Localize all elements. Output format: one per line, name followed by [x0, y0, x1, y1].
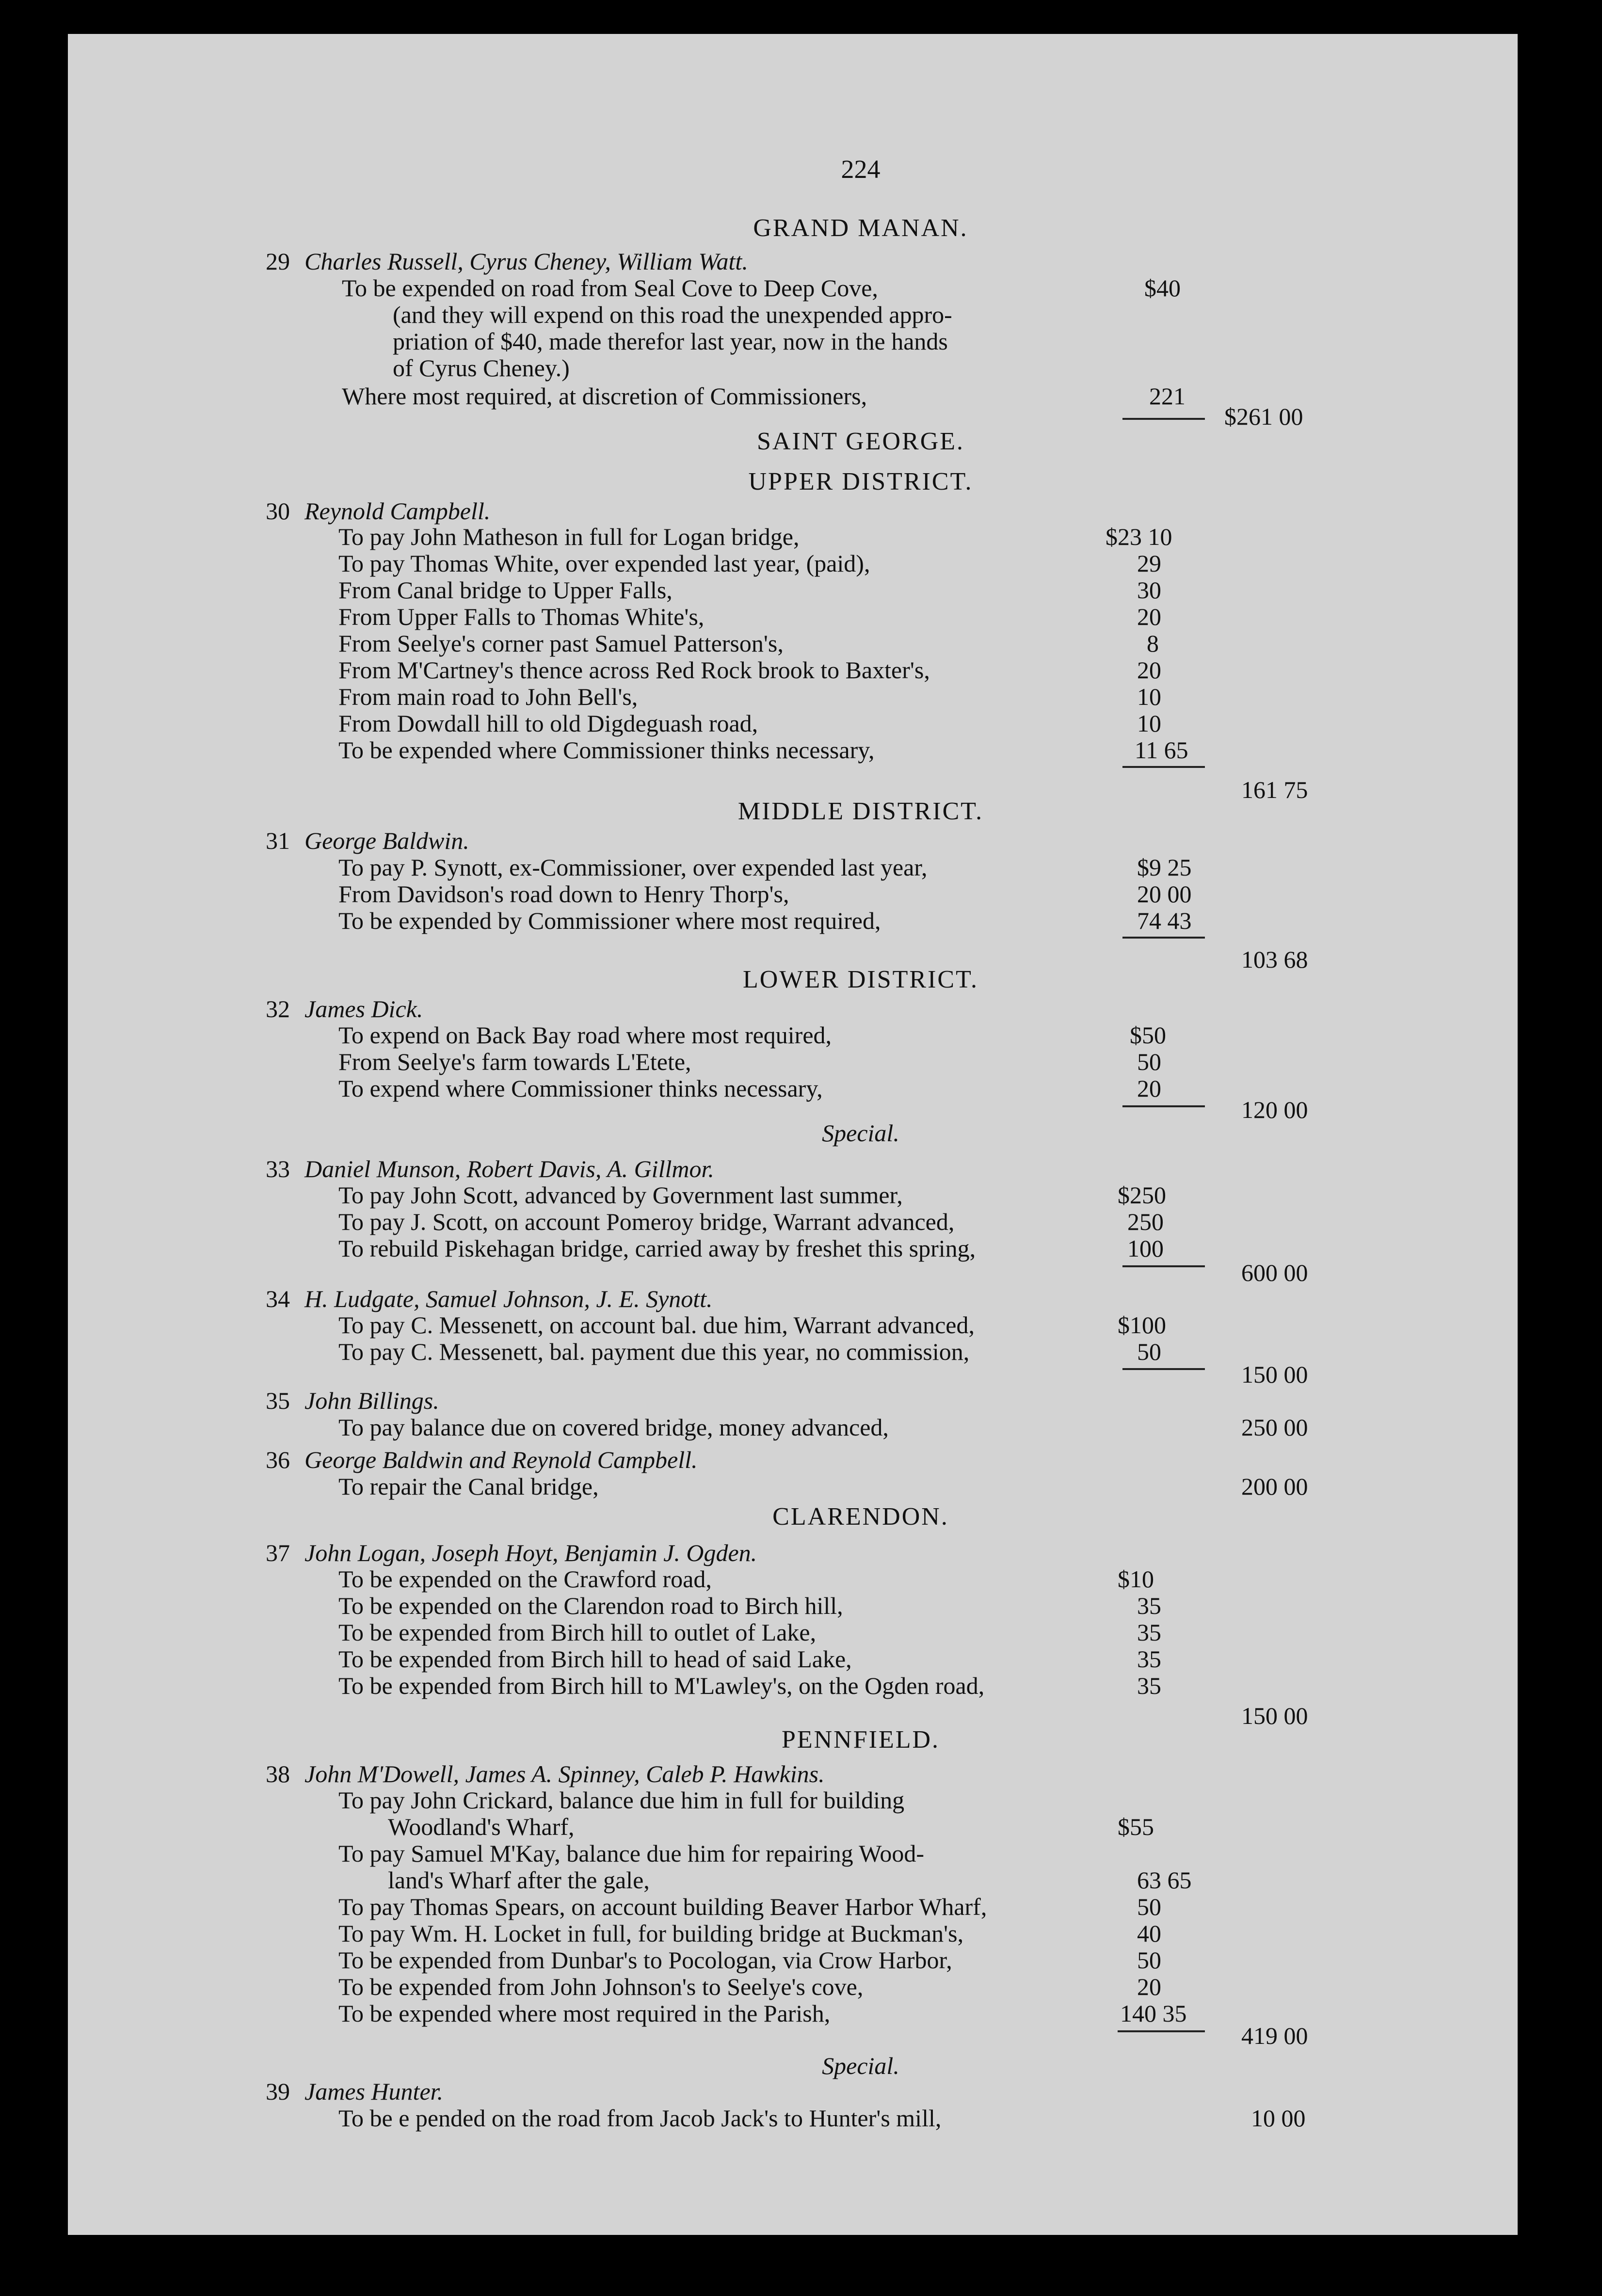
special-heading: Special.	[822, 2052, 899, 2079]
line-amount: 10	[1137, 683, 1161, 710]
entry-names-38: John M'Dowell, James A. Spinney, Caleb P. Hawkins.	[304, 1760, 825, 1787]
line-amount: 10	[1137, 710, 1161, 737]
sum-rule	[1122, 1105, 1205, 1107]
line-text: From M'Cartney's thence across Red Rock brook to Baxter's,	[338, 656, 930, 684]
entry-number-30: 30	[266, 497, 290, 525]
line-text: priation of $40, made therefor last year, now in the hands	[393, 328, 948, 355]
line-amount: 50	[1137, 1893, 1161, 1920]
line-text: To be expended from Birch hill to head of said Lake,	[338, 1645, 852, 1673]
line-text: To pay balance due on covered bridge, money advanced,	[338, 1414, 889, 1441]
entry-names-39: James Hunter.	[304, 2078, 444, 2105]
entry-names-36: George Baldwin and Reynold Campbell.	[304, 1446, 698, 1473]
district-heading-lower: LOWER DISTRICT.	[743, 966, 978, 993]
section-total-clarendon: 150 00	[1241, 1702, 1308, 1729]
line-text: To be expended by Commissioner where most required,	[338, 907, 881, 934]
line-text: To be expended on the Clarendon road to Birch hill,	[338, 1592, 843, 1619]
line-text: of Cyrus Cheney.)	[393, 354, 570, 382]
line-text: To pay C. Messenett, bal. payment due this year, no commission,	[338, 1338, 970, 1365]
entry-names-33: Daniel Munson, Robert Davis, A. Gillmor.	[304, 1155, 714, 1182]
line-text: From Seelye's farm towards L'Etete,	[338, 1048, 691, 1075]
line-text: To repair the Canal bridge,	[338, 1473, 599, 1500]
entry-number-35: 35	[266, 1387, 290, 1414]
line-amount: $55	[1118, 1813, 1154, 1840]
line-text: To pay Thomas White, over expended last year, (paid),	[338, 550, 870, 577]
entry-names-32: James Dick.	[304, 995, 423, 1022]
line-text: To be expended where most required in the Parish,	[338, 2000, 831, 2027]
special-heading: Special.	[822, 1119, 899, 1147]
entry-total-35: 250 00	[1241, 1414, 1308, 1441]
line-text: To expend where Commissioner thinks necessary,	[338, 1075, 823, 1102]
sum-rule	[1122, 1265, 1205, 1267]
district-total-middle: 103 68	[1241, 946, 1308, 973]
section-total-pennfield: 419 00	[1241, 2022, 1308, 2049]
entry-total-36: 200 00	[1241, 1473, 1308, 1500]
line-amount: $23 10	[1105, 523, 1172, 550]
line-amount: 74 43	[1137, 907, 1192, 934]
entry-total-39: 10 00	[1251, 2105, 1306, 2132]
line-amount: 20 00	[1137, 880, 1192, 908]
section-heading-grand-manan: GRAND MANAN.	[753, 214, 968, 242]
line-text: From main road to John Bell's,	[338, 683, 638, 710]
district-heading-middle: MIDDLE DISTRICT.	[737, 797, 984, 825]
entry-names-34: H. Ludgate, Samuel Johnson, J. E. Synott.	[304, 1285, 713, 1312]
line-amount: $50	[1130, 1021, 1166, 1049]
line-text: To be expended from Birch hill to M'Lawley's, on the Ogden road,	[338, 1672, 985, 1699]
line-amount: 140 35	[1120, 2000, 1187, 2027]
line-text: To pay P. Synott, ex-Commissioner, over expended last year,	[338, 854, 928, 881]
entry-total-34: 150 00	[1241, 1361, 1308, 1388]
section-heading-clarendon: CLARENDON.	[772, 1503, 949, 1531]
district-heading-upper: UPPER DISTRICT.	[748, 468, 973, 495]
line-text: To be expended from John Johnson's to Seelye's cove,	[338, 1973, 864, 2000]
entry-names-37: John Logan, Joseph Hoyt, Benjamin J. Ogden.	[304, 1539, 757, 1566]
line-text: Where most required, at discretion of Commissioners,	[342, 383, 867, 410]
line-text: To pay John Crickard, balance due him in full for building	[338, 1786, 905, 1814]
line-amount: 11 65	[1135, 736, 1188, 764]
line-amount: 20	[1137, 1075, 1161, 1102]
line-text: (and they will expend on this road the unexpended appro-	[393, 301, 952, 328]
line-text: From Davidson's road down to Henry Thorp's,	[338, 880, 789, 908]
line-text: To be expended from Dunbar's to Pocologan, via Crow Harbor,	[338, 1946, 952, 1974]
line-text: To be expended on road from Seal Cove to Deep Cove,	[342, 274, 878, 302]
line-text: To pay John Matheson in full for Logan bridge,	[338, 523, 800, 550]
entry-number-37: 37	[266, 1539, 290, 1566]
line-amount: 250	[1127, 1208, 1164, 1235]
line-text: To rebuild Piskehagan bridge, carried away by freshet this spring,	[338, 1235, 976, 1262]
line-amount: $100	[1118, 1311, 1166, 1339]
line-amount: 20	[1137, 656, 1161, 684]
section-heading-pennfield: PENNFIELD.	[781, 1726, 940, 1754]
line-text: From Canal bridge to Upper Falls,	[338, 576, 673, 604]
section-total: $261 00	[1224, 403, 1303, 430]
line-amount: 20	[1137, 1973, 1161, 2000]
line-amount: 63 65	[1137, 1866, 1192, 1894]
sum-rule	[1122, 937, 1205, 939]
line-amount: $9 25	[1137, 854, 1192, 881]
line-text: To pay C. Messenett, on account bal. due him, Warrant advanced,	[338, 1311, 975, 1339]
document-page	[68, 34, 1518, 2235]
entry-total-33: 600 00	[1241, 1259, 1308, 1286]
district-total-lower: 120 00	[1241, 1096, 1308, 1123]
entry-names-35: John Billings.	[304, 1387, 439, 1414]
entry-names-31: George Baldwin.	[304, 827, 469, 854]
line-amount: 50	[1137, 1946, 1161, 1974]
line-amount: 221	[1149, 383, 1185, 410]
entry-number-31: 31	[266, 827, 290, 854]
line-text: To pay Samuel M'Kay, balance due him for repairing Wood-	[338, 1840, 925, 1867]
line-amount: 35	[1137, 1619, 1161, 1646]
entry-number-29: 29	[266, 248, 290, 275]
line-text: To expend on Back Bay road where most required,	[338, 1021, 832, 1049]
line-text: To pay J. Scott, on account Pomeroy bridge, Warrant advanced,	[338, 1208, 955, 1235]
entry-number-32: 32	[266, 995, 290, 1022]
section-heading-saint-george: SAINT GEORGE.	[756, 428, 965, 455]
sum-rule	[1118, 2030, 1205, 2032]
line-text: land's Wharf after the gale,	[388, 1866, 650, 1894]
entry-number-34: 34	[266, 1285, 290, 1312]
line-text: To be expended from Birch hill to outlet of Lake,	[338, 1619, 817, 1646]
line-text: To pay Wm. H. Locket in full, for building bridge at Buckman's,	[338, 1920, 964, 1947]
page-number: 224	[841, 155, 881, 184]
line-text: From Seelye's corner past Samuel Patterson's,	[338, 630, 784, 657]
line-amount: 29	[1137, 550, 1161, 577]
line-text: To pay John Scott, advanced by Government last summer,	[338, 1181, 903, 1209]
line-text: To be e pended on the road from Jacob Jack's to Hunter's mill,	[338, 2105, 942, 2132]
line-amount: 35	[1137, 1672, 1161, 1699]
entry-number-38: 38	[266, 1760, 290, 1787]
line-amount: 50	[1137, 1338, 1161, 1365]
line-amount: 8	[1147, 630, 1159, 657]
entry-names-29: Charles Russell, Cyrus Cheney, William Watt.	[304, 248, 748, 275]
entry-number-36: 36	[266, 1446, 290, 1473]
line-amount: 40	[1137, 1920, 1161, 1947]
entry-names-30: Reynold Campbell.	[304, 497, 491, 525]
line-amount: $250	[1118, 1181, 1166, 1209]
sum-rule	[1122, 766, 1205, 768]
line-amount: $40	[1144, 274, 1181, 302]
sum-rule	[1122, 418, 1205, 420]
line-amount: 50	[1137, 1048, 1161, 1075]
line-amount: 20	[1137, 603, 1161, 630]
line-amount: 30	[1137, 576, 1161, 604]
district-total-upper: 161 75	[1241, 776, 1308, 803]
line-amount: 35	[1137, 1645, 1161, 1673]
line-amount: 35	[1137, 1592, 1161, 1619]
line-text: From Upper Falls to Thomas White's,	[338, 603, 705, 630]
line-text: From Dowdall hill to old Digdeguash road,	[338, 710, 758, 737]
line-text: To be expended on the Crawford road,	[338, 1565, 712, 1593]
line-text: To pay Thomas Spears, on account building Beaver Harbor Wharf,	[338, 1893, 987, 1920]
sum-rule	[1122, 1368, 1205, 1370]
line-text: To be expended where Commissioner thinks necessary,	[338, 736, 875, 764]
line-amount: 100	[1127, 1235, 1164, 1262]
entry-number-33: 33	[266, 1155, 290, 1182]
line-amount: $10	[1118, 1565, 1154, 1593]
entry-number-39: 39	[266, 2078, 290, 2105]
line-text: Woodland's Wharf,	[388, 1813, 575, 1840]
